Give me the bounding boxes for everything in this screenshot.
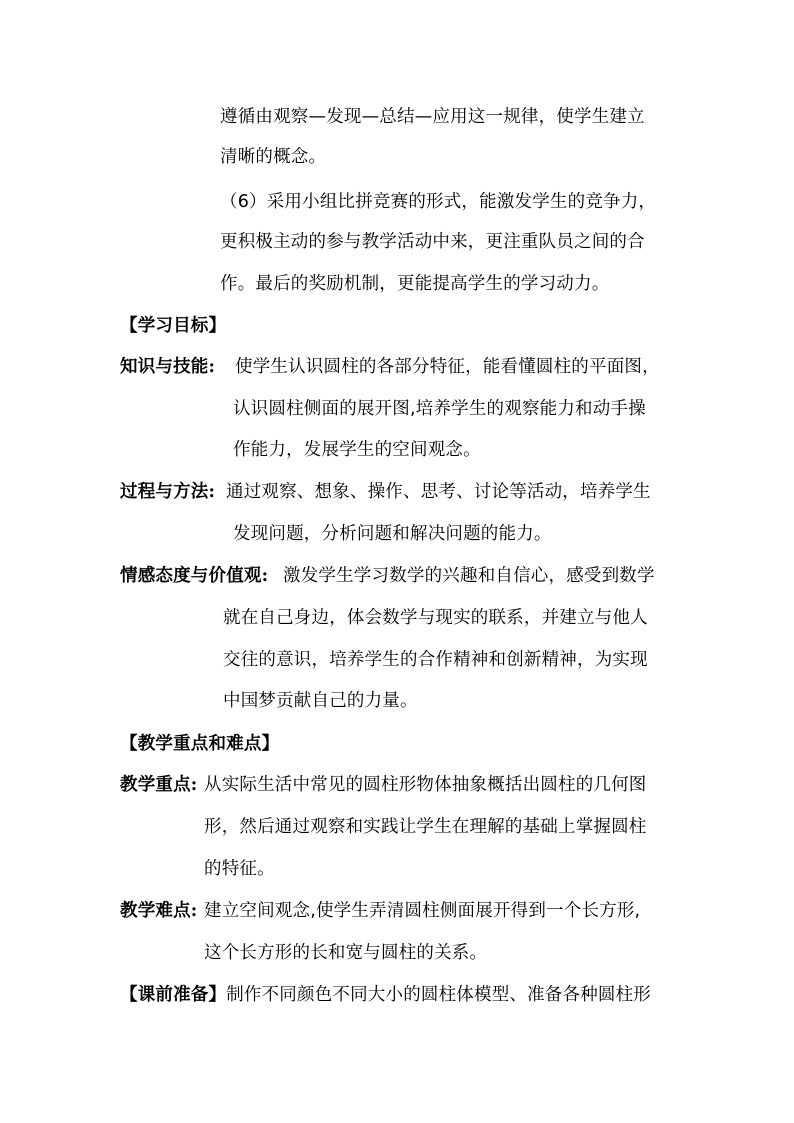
- process-label: 过程与方法:: [120, 482, 216, 502]
- emotion-line: 中国梦贡献自己的力量。: [223, 691, 418, 711]
- focus-line: 的特征。: [204, 859, 275, 879]
- intro-line: 作。最后的奖励机制，更能提高学生的学习动力。: [220, 274, 610, 294]
- intro-line: 清晰的概念。: [220, 147, 327, 167]
- emotion-label: 情感态度与价值观:: [120, 566, 269, 586]
- preparation-line: 制作不同颜色不同大小的圆柱体模型、准备各种圆柱形: [226, 985, 652, 1005]
- emotion-line: 激发学生学习数学的兴趣和自信心，感受到数学: [283, 566, 655, 586]
- section-heading-objectives: 【学习目标】: [120, 316, 227, 336]
- emotion-line: 就在自己身边，体会数学与现实的联系，并建立与他人: [223, 608, 648, 628]
- section-heading-keypoints: 【教学重点和难点】: [120, 734, 280, 754]
- process-line: 发现问题，分析问题和解决问题的能力。: [233, 524, 552, 544]
- emotion-line: 交往的意识，培养学生的合作精神和创新精神，为实现: [223, 650, 648, 670]
- difficulty-line: 建立空间观念,使学生弄清圆柱侧面展开得到一个长方形,: [204, 901, 641, 921]
- intro-line: 遵循由观察—发现—总结—应用这一规律，使学生建立: [220, 107, 645, 127]
- process-line: 通过观察、想象、操作、思考、讨论等活动，培养学生: [226, 482, 651, 502]
- knowledge-label: 知识与技能:: [120, 357, 216, 377]
- knowledge-line: 作能力，发展学生的空间观念。: [233, 440, 481, 460]
- section-heading-preparation: 【课前准备】: [120, 985, 227, 1005]
- difficulty-label: 教学难点:: [120, 901, 198, 921]
- focus-line: 从实际生活中常见的圆柱形物体抽象概括出圆柱的几何图: [204, 775, 647, 795]
- knowledge-line: 使学生认识圆柱的各部分特征，能看懂圆柱的平面图，: [235, 357, 660, 377]
- knowledge-line: 认识圆柱侧面的展开图,培养学生的观察能力和动手操: [233, 399, 646, 419]
- preparation-row: [120, 983, 651, 1007]
- intro-line: 更积极主动的参与教学活动中来，更注重队员之间的合: [220, 232, 645, 252]
- focus-label: 教学重点:: [120, 775, 198, 795]
- intro-line: （6）采用小组比拼竞赛的形式，能激发学生的竞争力，: [220, 192, 657, 212]
- difficulty-line: 这个长方形的长和宽与圆柱的关系。: [204, 943, 488, 963]
- focus-line: 形，然后通过观察和实践让学生在理解的基础上掌握圆柱: [204, 817, 647, 837]
